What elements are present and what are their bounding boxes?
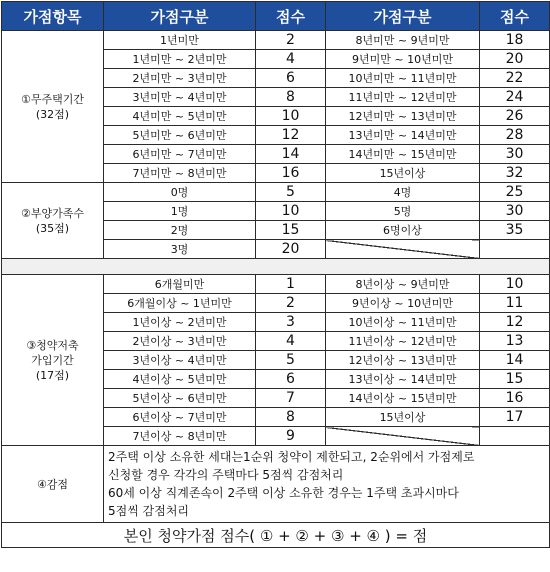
cell-type: 6개월이상 ~ 1년미만 [104,294,256,313]
category-dependents: ②부양가족수 (35점) [2,183,104,259]
total-row [2,523,550,548]
cell-score: 20 [256,240,326,259]
spacer-row [2,259,550,275]
cell-score: 25 [480,183,550,202]
cell-score: 30 [480,145,550,164]
cell-type: 10년미만 ~ 11년미만 [326,69,480,88]
cell-score: 7 [256,389,326,408]
category-deduction: ④감점 [2,446,104,523]
cell-score: 12 [480,313,550,332]
cell-type: 5명 [326,202,480,221]
cell-type: 1명 [104,202,256,221]
cell-type: 14년미만 ~ 15년미만 [326,145,480,164]
cell-type: 8년이상 ~ 9년미만 [326,275,480,294]
header-type: 가점구분 [326,2,480,31]
cell-type: 15년이상 [326,164,480,183]
cell-score: 15 [480,370,550,389]
cell-score: 14 [480,351,550,370]
cell-score: 32 [480,164,550,183]
cell-type: 3년미만 ~ 4년미만 [104,88,256,107]
cell-score: 16 [480,389,550,408]
cell-type: 6명이상 [326,221,480,240]
cell-score: 2 [256,294,326,313]
cell-score: 8 [256,88,326,107]
table-header-row [2,2,550,31]
cell-score: 3 [256,313,326,332]
empty-cell [480,427,550,446]
cell-type: 1년미만 ~ 2년미만 [104,50,256,69]
cell-score: 4 [256,332,326,351]
cell-score: 6 [256,69,326,88]
cell-score: 30 [480,202,550,221]
cell-type: 4년이상 ~ 5년미만 [104,370,256,389]
cell-type: 6년미만 ~ 7년미만 [104,145,256,164]
table-row [2,31,550,50]
empty-diagonal-cell [326,427,480,446]
deduction-line: 60세 이상 직계존속이 2주택 이상 소유한 경우는 1주택 초과시마다 [108,486,459,500]
empty-cell [480,240,550,259]
cell-type: 2명 [104,221,256,240]
cell-score: 10 [480,275,550,294]
cell-score: 18 [480,31,550,50]
category-subscription-period: ③청약저축 가입기간 (17점) [2,275,104,446]
cell-score: 14 [256,145,326,164]
deduction-row [2,446,550,523]
cell-type: 4명 [326,183,480,202]
cell-type: 1년미만 [104,31,256,50]
cell-type: 1년이상 ~ 2년미만 [104,313,256,332]
cell-type: 12년미만 ~ 13년미만 [326,107,480,126]
cell-type: 9년이상 ~ 10년미만 [326,294,480,313]
cell-type: 7년이상 ~ 8년미만 [104,427,256,446]
cell-type: 6년이상 ~ 7년미만 [104,408,256,427]
cell-type: 7년미만 ~ 8년미만 [104,164,256,183]
cell-type: 2년미만 ~ 3년미만 [104,69,256,88]
cell-score: 5 [256,351,326,370]
deduction-text [104,446,550,523]
cell-score: 24 [480,88,550,107]
cell-score: 35 [480,221,550,240]
cell-score: 2 [256,31,326,50]
deduction-line: 2주택 이상 소유한 세대는1순위 청약이 제한되고, 2순위에서 가점제로 [108,450,475,464]
cell-type: 13년미만 ~ 14년미만 [326,126,480,145]
table-row [2,275,550,294]
deduction-line: 5점씩 감점처리 [108,504,190,518]
total-score-formula: 본인 청약가점 점수( ① + ② + ③ + ④ ) = 점 [2,523,550,548]
deduction-line: 신청할 경우 각각의 주택마다 5점씩 감점처리 [108,468,344,482]
cell-type: 3명 [104,240,256,259]
cell-score: 5 [256,183,326,202]
cell-score: 22 [480,69,550,88]
cell-type: 11년이상 ~ 12년미만 [326,332,480,351]
cell-type: 6개월미만 [104,275,256,294]
cell-score: 10 [256,107,326,126]
cell-score: 1 [256,275,326,294]
cell-score: 15 [256,221,326,240]
cell-type: 5년이상 ~ 6년미만 [104,389,256,408]
cell-type: 14년이상 ~ 15년미만 [326,389,480,408]
cell-type: 5년미만 ~ 6년미만 [104,126,256,145]
cell-score: 12 [256,126,326,145]
cell-score: 13 [480,332,550,351]
cell-score: 20 [480,50,550,69]
header-score: 점수 [256,2,326,31]
cell-score: 10 [256,202,326,221]
cell-type: 10년이상 ~ 11년미만 [326,313,480,332]
cell-type: 13년이상 ~ 14년미만 [326,370,480,389]
cell-score: 8 [256,408,326,427]
cell-score: 11 [480,294,550,313]
header-category: 가점항목 [2,2,104,31]
cell-score: 26 [480,107,550,126]
header-type: 가점구분 [104,2,256,31]
cell-type: 9년미만 ~ 10년미만 [326,50,480,69]
cell-score: 28 [480,126,550,145]
spacer-cell [2,259,550,275]
table-row [2,183,550,202]
category-homeless: ①무주택기간 (32점) [2,31,104,183]
cell-type: 15년이상 [326,408,480,427]
cell-score: 16 [256,164,326,183]
cell-type: 3년이상 ~ 4년미만 [104,351,256,370]
cell-type: 2년이상 ~ 3년미만 [104,332,256,351]
cell-score: 6 [256,370,326,389]
cell-type: 4년미만 ~ 5년미만 [104,107,256,126]
cell-score: 9 [256,427,326,446]
empty-diagonal-cell [326,240,480,259]
cell-type: 11년미만 ~ 12년미만 [326,88,480,107]
subscription-score-table [1,1,550,548]
cell-score: 4 [256,50,326,69]
cell-type: 8년미만 ~ 9년미만 [326,31,480,50]
cell-score: 17 [480,408,550,427]
cell-type: 0명 [104,183,256,202]
cell-type: 12년이상 ~ 13년미만 [326,351,480,370]
header-score: 점수 [480,2,550,31]
